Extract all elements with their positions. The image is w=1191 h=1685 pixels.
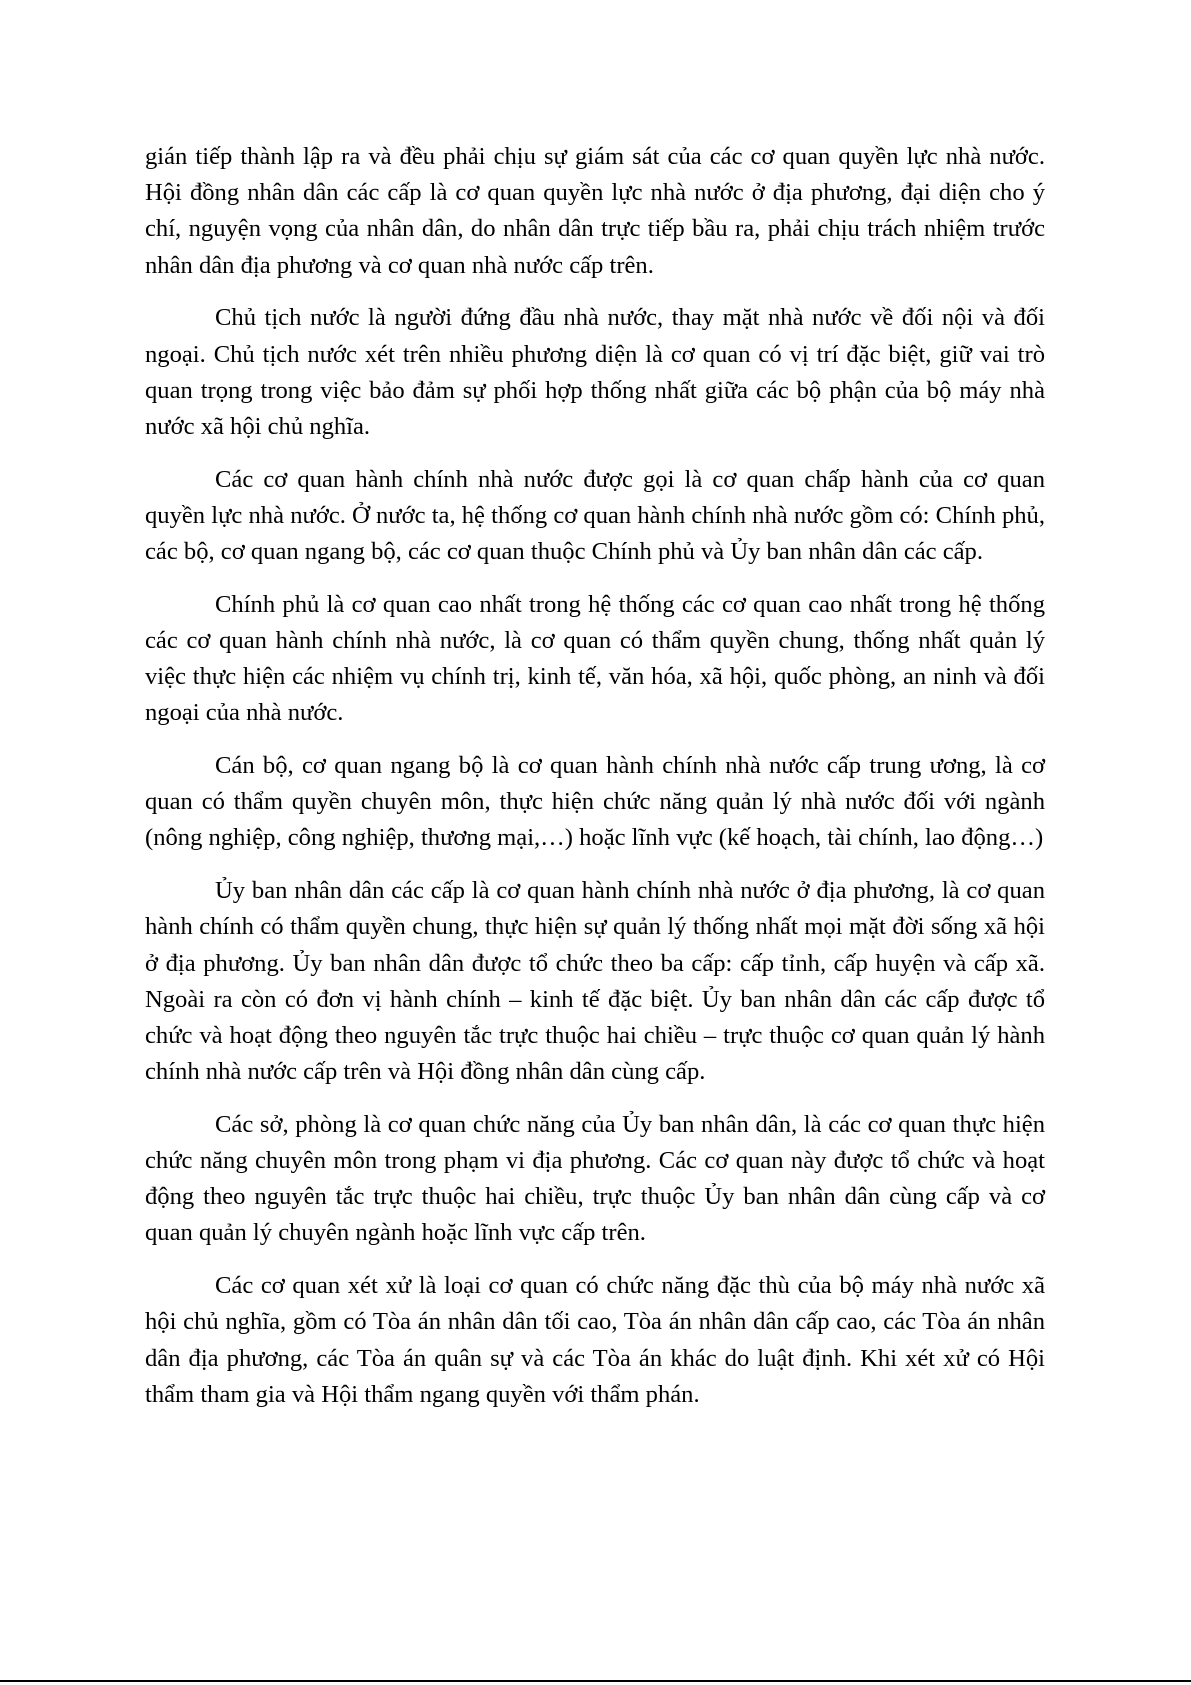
paragraph-departments: Các sở, phòng là cơ quan chức năng của Ủy ban nhân dân, là các cơ quan thực hiện chức năng chuyên môn trong phạm vi địa phương. Các cơ quan này được tổ chức và hoạt động theo nguyên tắc trực thuộc hai chiều, trực thuộc Ủy ban nhân dân cùng cấp và cơ quan quản lý chuyên ngành hoặc lĩnh vực cấp trên. bbox=[145, 1110, 1045, 1247]
paragraph-ministries: Cán bộ, cơ quan ngang bộ là cơ quan hành chính nhà nước cấp trung ương, là cơ quan có thẩm quyền chuyên môn, thực hiện chức năng quản lý nhà nước đối với ngành (nông nghiệp, công nghiệp, thương mại,…) hoặc lĩnh vực (kế hoạch, tài chính, lao động…) bbox=[145, 752, 1045, 852]
paragraph-administrative-agencies: Các cơ quan hành chính nhà nước được gọi là cơ quan chấp hành của cơ quan quyền lực nhà nước. Ở nước ta, hệ thống cơ quan hành chính nhà nước gồm có: Chính phủ, các bộ, cơ quan ngang bộ, các cơ quan thuộc Chính phủ và Ủy ban nhân dân các cấp. bbox=[145, 465, 1045, 566]
paragraph-continuation: gián tiếp thành lập ra và đều phải chịu sự giám sát của các cơ quan quyền lực nhà nước. Hội đồng nhân dân các cấp là cơ quan quyền lực nhà nước ở địa phương, đại diện cho ý chí, nguyện vọng của nhân dân, do nhân dân trực tiếp bầu ra, phải chịu trách nhiệm trước nhân dân địa phương và cơ quan nhà nước cấp trên. bbox=[145, 143, 1045, 279]
document-page bbox=[145, 139, 1045, 1430]
paragraph-peoples-committees: Ủy ban nhân dân các cấp là cơ quan hành chính nhà nước ở địa phương, là cơ quan hành chính có thẩm quyền chung, thực hiện sự quản lý thống nhất mọi mặt đời sống xã hội ở địa phương. Ủy ban nhân dân được tổ chức theo ba cấp: cấp tỉnh, cấp huyện và cấp xã. Ngoài ra còn có đơn vị hành chính – kinh tế đặc biệt. Ủy ban nhân dân các cấp được tổ chức và hoạt động theo nguyên tắc trực thuộc hai chiều – trực thuộc cơ quan quản lý hành chính nhà nước cấp trên và Hội đồng nhân dân cùng cấp. bbox=[145, 877, 1045, 1086]
paragraph-president: Chủ tịch nước là người đứng đầu nhà nước, thay mặt nhà nước về đối nội và đối ngoại. Chủ tịch nước xét trên nhiều phương diện là cơ quan có vị trí đặc biệt, giữ vai trò quan trọng trong việc bảo đảm sự phối hợp thống nhất giữa các bộ phận của bộ máy nhà nước xã hội chủ nghĩa. bbox=[145, 304, 1045, 440]
paragraph-courts: Các cơ quan xét xử là loại cơ quan có chức năng đặc thù của bộ máy nhà nước xã hội chủ nghĩa, gồm có Tòa án nhân dân tối cao, Tòa án nhân dân cấp cao, các Tòa án nhân dân địa phương, các Tòa án quân sự và các Tòa án khác do luật định. Khi xét xử có Hội thẩm tham gia và Hội thẩm ngang quyền với thẩm phán. bbox=[145, 1272, 1045, 1408]
page-bottom-rule bbox=[0, 1680, 1191, 1682]
paragraph-government: Chính phủ là cơ quan cao nhất trong hệ thống các cơ quan cao nhất trong hệ thống các cơ quan hành chính nhà nước, là cơ quan có thẩm quyền chung, thống nhất quản lý việc thực hiện các nhiệm vụ chính trị, kinh tế, văn hóa, xã hội, quốc phòng, an ninh và đối ngoại của nhà nước. bbox=[145, 590, 1045, 727]
